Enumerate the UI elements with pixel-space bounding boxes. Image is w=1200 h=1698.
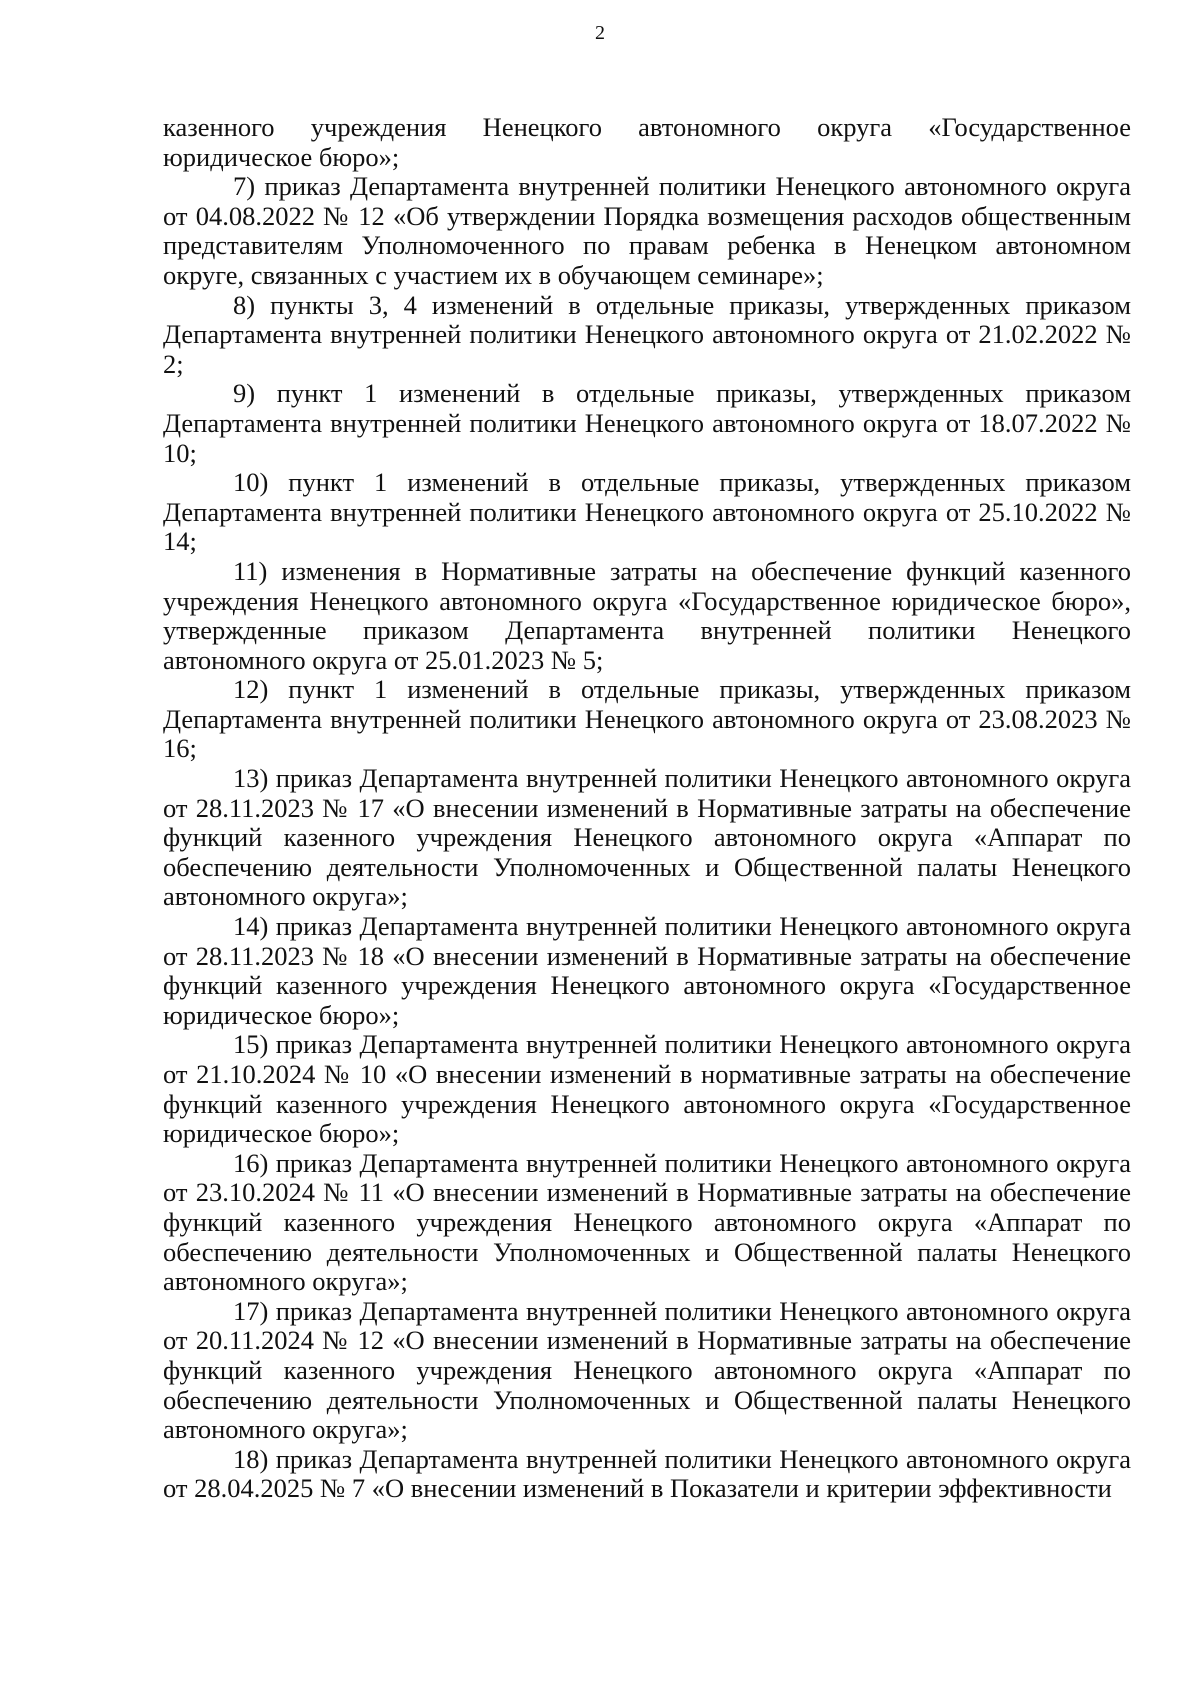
list-item-8: 8) пункты 3, 4 изменений в отдельные приказы, утвержденных приказом Департамента внутренней политики Ненецкого автономного округа от 21.02.2022 № 2; [163,289,1131,379]
list-item-11: 11) изменения в Нормативные затраты на обеспечение функций казенного учреждения Ненецкого автономного округа «Государственное юридическое бюро», утвержденные приказом Департамента внутренней политики Ненецкого автономного округа от 25.01.2023 № 5; [163,555,1131,675]
list-item-7: 7) приказ Департамента внутренней политики Ненецкого автономного округа от 04.08.2022 № 12 «Об утверждении Порядка возмещения расходов общественным представителям Уполномоченного по правам ребенка в Ненецком автономном округе, связанных с участием их в обучающем семинаре»; [163,171,1131,290]
list-item-14: 14) приказ Департамента внутренней политики Ненецкого автономного округа от 28.11.2023 № 18 «О внесении изменений в Нормативные затраты на обеспечение функций казенного учреждения Ненецкого автономного округа «Государственное юридическое бюро»; [163,911,1131,1030]
list-item-18: 18) приказ Департамента внутренней политики Ненецкого автономного округа от 28.04.2025 № 7 «О внесении изменений в Показатели и критерии эффективности [163,1443,1131,1504]
paragraph-continuation: казенного учреждения Ненецкого автономного округа «Государственное юридическое бюро»; [163,112,1131,172]
list-item-12: 12) пункт 1 изменений в отдельные приказы, утвержденных приказом Департамента внутренней политики Ненецкого автономного округа от 23.08.2023 № 16; [163,674,1131,764]
list-item-17: 17) приказ Департамента внутренней политики Ненецкого автономного округа от 20.11.2024 № 12 «О внесении изменений в Нормативные затраты на обеспечение функций казенного учреждения Ненецкого автономного округа «Аппарат по обеспечению деятельности Уполномоченных и Общественной палаты Ненецкого автономного округа»; [163,1295,1131,1445]
list-item-9: 9) пункт 1 изменений в отдельные приказы, утвержденных приказом Департамента внутренней политики Ненецкого автономного округа от 18.07.2022 № 10; [163,378,1131,468]
list-item-15: 15) приказ Департамента внутренней политики Ненецкого автономного округа от 21.10.2024 № 10 «О внесении изменений в нормативные затраты на обеспечение функций казенного учреждения Ненецкого автономного округа «Государственное юридическое бюро»; [163,1029,1131,1149]
list-item-10: 10) пункт 1 изменений в отдельные приказы, утвержденных приказом Департамента внутренней политики Ненецкого автономного округа от 25.10.2022 № 14; [163,467,1131,557]
list-item-13: 13) приказ Департамента внутренней политики Ненецкого автономного округа от 28.11.2023 № 17 «О внесении изменений в Нормативные затраты на обеспечение функций казенного учреждения Ненецкого автономного округа «Аппарат по обеспечению деятельности Уполномоченных и Общественной палаты Ненецкого автономного округа»; [163,763,1131,912]
list-item-16: 16) приказ Департамента внутренней политики Ненецкого автономного округа от 23.10.2024 № 11 «О внесении изменений в Нормативные затраты на обеспечение функций казенного учреждения Ненецкого автономного округа «Аппарат по обеспечению деятельности Уполномоченных и Общественной палаты Ненецкого автономного округа»; [163,1147,1131,1297]
document-body [163,113,1131,1504]
page-number: 2 [595,22,605,44]
